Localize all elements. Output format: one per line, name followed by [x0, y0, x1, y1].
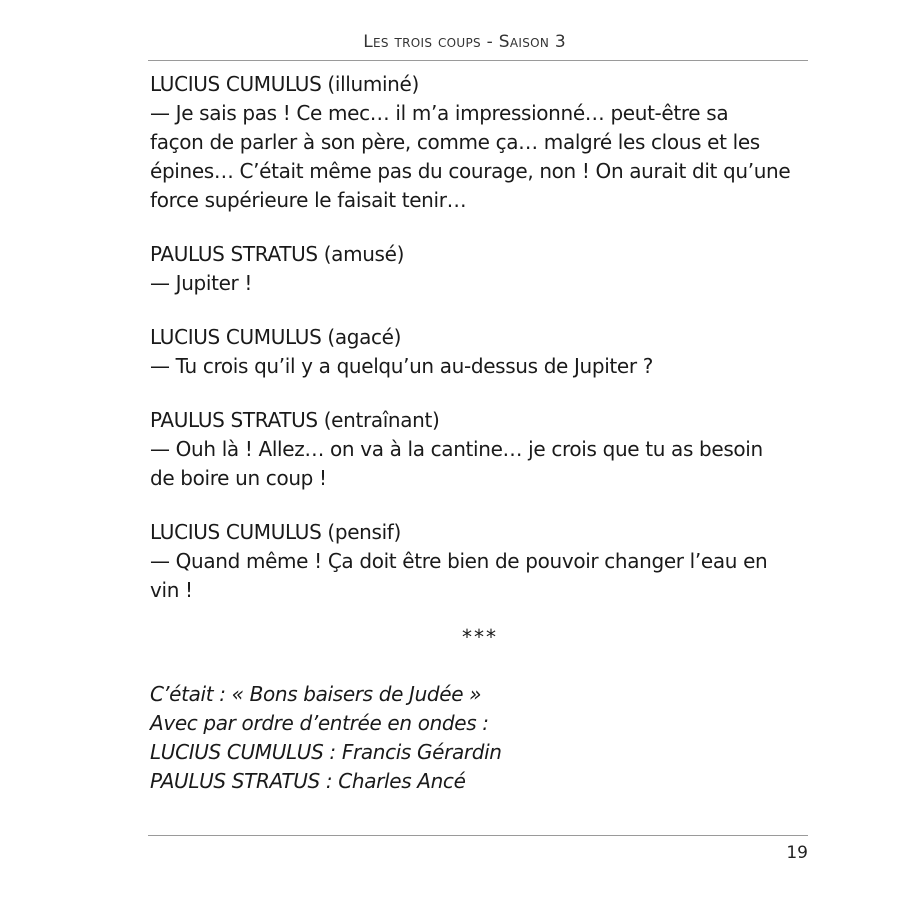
running-title: Les trois coups - Saison 3 [363, 32, 566, 52]
scene-separator: *** [462, 625, 498, 649]
dialogue-block [150, 240, 810, 298]
dialogue-line: de boire un coup ! [150, 466, 327, 490]
page-number: 19 [786, 843, 808, 863]
dialogue-line: — Jupiter ! [150, 271, 253, 295]
credits-line: PAULUS STRATUS : Charles Ancé [150, 769, 466, 793]
credits-line: Avec par ordre d’entrée en ondes : [150, 711, 489, 735]
speaker-line: PAULUS STRATUS (amusé) [150, 242, 405, 266]
dialogue-block [150, 406, 810, 493]
speaker-line: PAULUS STRATUS (entraînant) [150, 408, 440, 432]
dialogue-block [150, 323, 810, 381]
dialogue-line: — Quand même ! Ça doit être bien de pouvoir changer l’eau en [150, 549, 768, 573]
speaker-line: LUCIUS CUMULUS (illuminé) [150, 72, 419, 96]
speaker-line: LUCIUS CUMULUS (pensif) [150, 520, 401, 544]
footer-rule [148, 835, 808, 836]
dialogue-line: — Tu crois qu’il y a quelqu’un au-dessus de Jupiter ? [150, 354, 654, 378]
dialogue-line: — Ouh là ! Allez… on va à la cantine… je crois que tu as besoin [150, 437, 763, 461]
dialogue-line: force supérieure le faisait tenir… [150, 188, 467, 212]
credits [150, 680, 810, 796]
dialogue-block [150, 518, 810, 605]
dialogue-line: vin ! [150, 578, 193, 602]
credits-line: C’était : « Bons baisers de Judée » [150, 682, 482, 706]
credits-line: LUCIUS CUMULUS : Francis Gérardin [150, 740, 502, 764]
play-text [150, 70, 810, 796]
dialogue-line: façon de parler à son père, comme ça… malgré les clous et les [150, 130, 760, 154]
dialogue-block [150, 70, 810, 215]
speaker-line: LUCIUS CUMULUS (agacé) [150, 325, 402, 349]
dialogue-line: — Je sais pas ! Ce mec… il m’a impressionné… peut-être sa [150, 101, 729, 125]
page-header [148, 28, 808, 61]
dialogue-line: épines… C’était même pas du courage, non ! On aurait dit qu’une [150, 159, 791, 183]
